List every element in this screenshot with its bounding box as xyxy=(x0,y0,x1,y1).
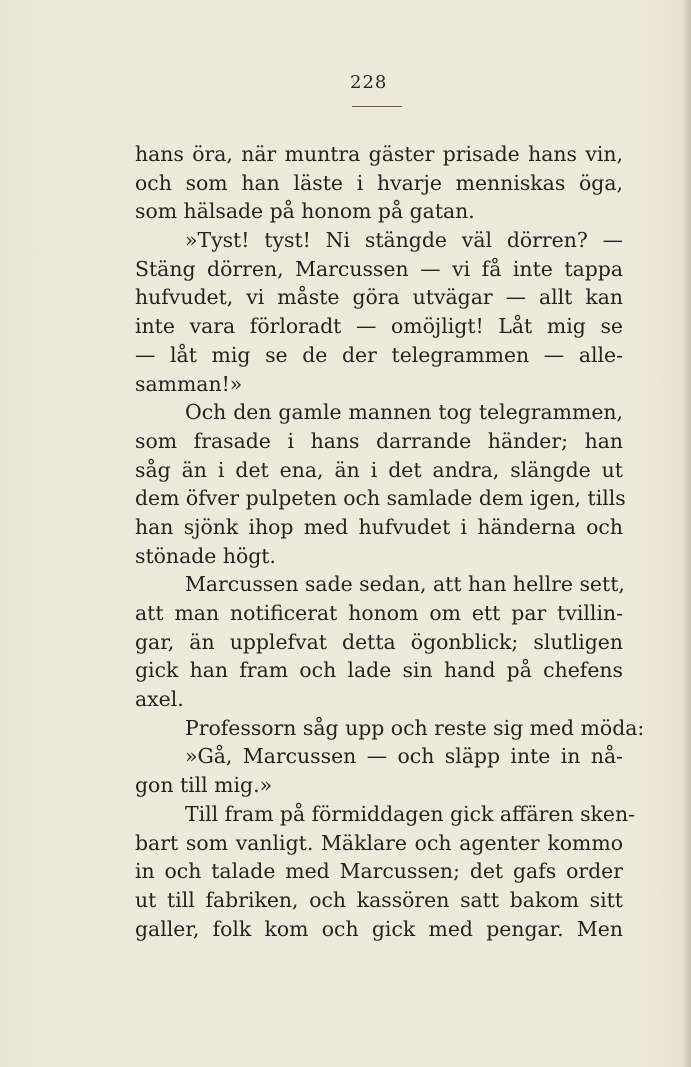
text-line: stönade högt. xyxy=(135,543,276,568)
text-line: Marcussen sade sedan, att han hellre sett, xyxy=(185,572,625,597)
text-line: som hälsade på honom på gatan. xyxy=(135,199,475,224)
body-text xyxy=(135,140,645,943)
text-line: ut till fabriken, och kassören satt bakom sitt xyxy=(135,887,623,912)
text-line: att man notificerat honom om ett par tvillin- xyxy=(135,601,623,625)
text-line: Stäng dörren, Marcussen — vi få inte tappa xyxy=(135,256,623,281)
text-line: Och den gamle mannen tog telegrammen, xyxy=(185,400,623,425)
text-line: gick han fram och lade sin hand på chefens xyxy=(135,658,623,683)
page-number: 228 xyxy=(350,72,388,93)
text-line: gar, än upplefvat detta ögonblick; slutligen xyxy=(135,629,623,654)
text-line: galler, folk kom och gick med pengar. Men xyxy=(135,916,623,941)
text-line: »Tyst! tyst! Ni stängde väl dörren? — xyxy=(185,228,623,253)
text-line: som frasade i hans darrande händer; han xyxy=(135,428,623,453)
text-line: axel. xyxy=(135,687,184,712)
text-line: hans öra, när muntra gäster prisade hans vin, xyxy=(135,142,623,166)
text-line: bart som vanligt. Mäklare och agenter kommo xyxy=(135,830,623,855)
text-line: Till fram på förmiddagen gick affären sken- xyxy=(185,801,635,826)
text-line: samman!» xyxy=(135,371,243,396)
text-line: och som han läste i hvarje menniskas öga, xyxy=(135,170,623,195)
page-number-rule xyxy=(352,106,402,107)
text-line: inte vara förloradt — omöjligt! Låt mig se xyxy=(135,314,623,339)
text-line: såg än i det ena, än i det andra, slängde ut xyxy=(135,457,623,482)
text-line: gon till mig.» xyxy=(135,773,273,798)
page-edge-shadow xyxy=(682,0,691,1067)
text-line: han sjönk ihop med hufvudet i händerna och xyxy=(135,514,623,539)
text-line: hufvudet, vi måste göra utvägar — allt kan xyxy=(135,285,623,310)
text-line: dem öfver pulpeten och samlade dem igen, tills xyxy=(135,486,626,511)
text-line: — låt mig se de der telegrammen — alle- xyxy=(135,342,623,367)
text-line: in och talade med Marcussen; det gafs order xyxy=(135,859,623,884)
text-line: Professorn såg upp och reste sig med möda: xyxy=(185,715,645,740)
text-line: »Gå, Marcussen — och släpp inte in nå- xyxy=(185,744,623,769)
